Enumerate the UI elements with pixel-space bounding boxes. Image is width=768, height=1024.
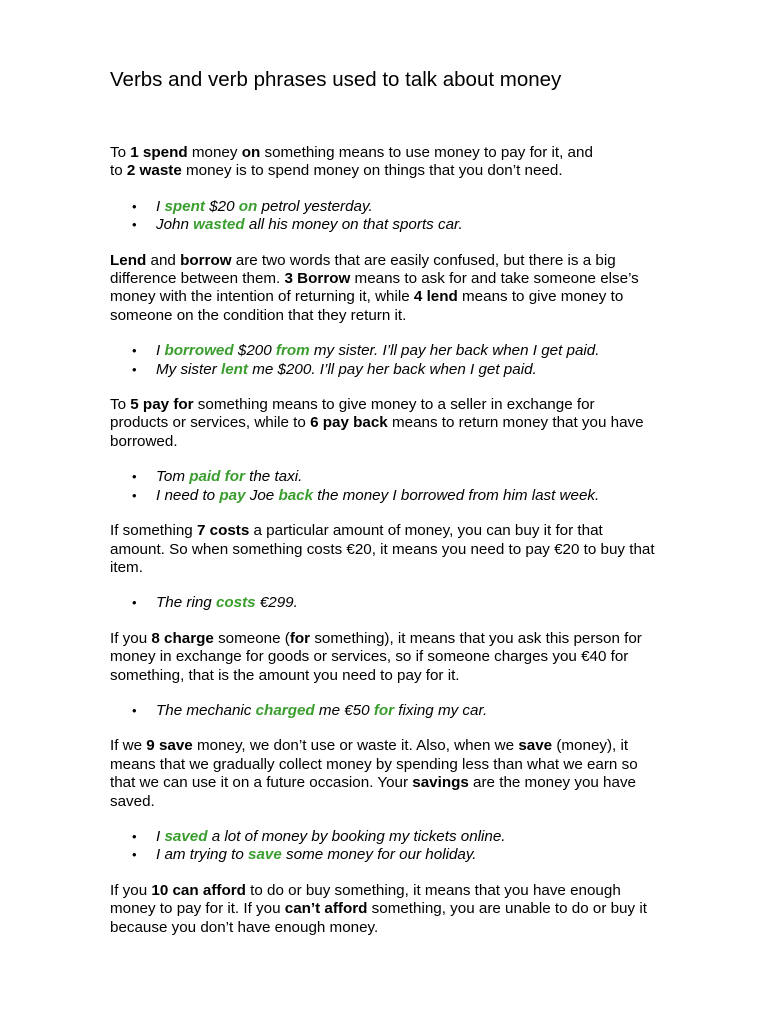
text-run: a lot of money by booking my tickets online. [207, 827, 506, 845]
text-run: are two words that are easily confused, but there is a big [231, 251, 616, 269]
text-run: amount. So when something costs €20, it means you need to pay €20 to buy that [110, 540, 655, 558]
paragraph [110, 396, 730, 451]
text-run: means to ask for and take someone else’s [350, 270, 639, 288]
highlighted-verb: from [275, 342, 310, 360]
text-run: If you [110, 629, 152, 647]
text-run: borrowed. [110, 432, 178, 450]
bold-term: 10 can afford [151, 881, 246, 899]
text-run: $200 [233, 342, 276, 360]
bold-term: on [241, 144, 261, 161]
paragraph [110, 252, 730, 326]
example-list [110, 198, 730, 235]
example-list [110, 702, 730, 720]
example-list [110, 828, 730, 865]
text-run: something, that is the amount you need to pay for it. [110, 666, 460, 684]
text-run: that we can use it on a future occasion. Your [110, 774, 413, 792]
highlighted-verb: saved [164, 827, 208, 845]
example-item [110, 216, 730, 234]
text-run: products or services, while to [110, 414, 311, 432]
text-run: money [187, 144, 242, 161]
bullet-icon: • [132, 343, 137, 359]
text-run: petrol yesterday. [257, 197, 373, 215]
bold-term: 4 lend [413, 288, 458, 306]
example-item [110, 846, 730, 864]
bold-term: save [518, 737, 553, 755]
text-run: all his money on that sports car. [244, 216, 463, 234]
text-run: To [110, 144, 131, 161]
text-run: someone on the condition that they return it. [110, 306, 407, 324]
text-run: because you don’t have enough money. [110, 918, 379, 936]
text-run: money in exchange for goods or services, so if someone charges you €40 for [110, 648, 629, 666]
bold-term: borrow [180, 251, 232, 269]
text-run: the money I borrowed from him last week. [313, 486, 600, 504]
text-run: I am trying to [156, 846, 249, 864]
highlighted-verb: save [248, 846, 282, 864]
text-run: me €50 [314, 701, 374, 719]
text-run: some money for our holiday. [281, 846, 477, 864]
bullet-icon: • [132, 828, 137, 844]
bold-term: 6 pay back [310, 414, 388, 432]
bold-term: Lend [110, 251, 147, 269]
paragraph [110, 144, 730, 181]
bullet-icon: • [132, 469, 137, 485]
bullet-icon: • [132, 847, 137, 863]
text-run: something), it means that you ask this person for [310, 629, 642, 647]
bullet-icon: • [132, 217, 137, 233]
highlighted-verb: borrowed [164, 342, 234, 360]
bullet-icon: • [132, 361, 137, 377]
text-run: I [156, 342, 165, 360]
example-item [110, 828, 730, 846]
text-run: I [156, 197, 165, 215]
text-run: the taxi. [244, 468, 303, 486]
paragraph [110, 630, 730, 685]
example-item [110, 342, 730, 360]
paragraph [110, 882, 730, 937]
bullet-icon: • [132, 595, 137, 611]
bold-term: 9 save [146, 737, 193, 755]
example-item [110, 594, 730, 612]
text-run: money with the intention of returning it, while [110, 288, 414, 306]
document-body [110, 144, 730, 954]
bold-term: for [289, 629, 311, 647]
example-item [110, 198, 730, 216]
highlighted-verb: back [278, 486, 314, 504]
text-run: John [156, 216, 194, 234]
text-run: means to give money to [457, 288, 624, 306]
highlighted-verb: pay [219, 486, 246, 504]
text-run: a particular amount of money, you can buy it for that [249, 522, 603, 540]
bold-term: 3 Borrow [284, 270, 351, 288]
example-item [110, 468, 730, 486]
highlighted-verb: spent [164, 197, 205, 215]
text-run: something means to give money to a seller in exchange for [193, 396, 595, 414]
paragraph [110, 522, 730, 577]
text-run: fixing my car. [394, 701, 488, 719]
text-run: To [110, 396, 131, 414]
text-run: saved. [110, 792, 155, 810]
text-run: €299. [255, 594, 298, 612]
text-run: me $200. I’ll pay her back when I get paid. [248, 360, 537, 378]
bold-term: 5 pay for [130, 396, 194, 414]
bold-term: can’t afford [284, 900, 368, 918]
bullet-icon: • [132, 487, 137, 503]
bold-term: 2 waste [126, 162, 182, 180]
text-run: $20 [204, 197, 239, 215]
text-run: If we [110, 737, 147, 755]
highlighted-verb: wasted [193, 216, 245, 234]
text-run: The mechanic [156, 701, 256, 719]
text-run: If something [110, 522, 197, 540]
text-run: someone ( [213, 629, 290, 647]
highlighted-verb: lent [220, 360, 248, 378]
text-run: The ring [156, 594, 216, 612]
highlighted-verb: on [238, 197, 258, 215]
text-run: money is to spend money on things that you don’t need. [181, 162, 563, 180]
bold-term: 8 charge [151, 629, 214, 647]
text-run: means to return money that you have [387, 414, 644, 432]
text-run: something, you are unable to do or buy it [367, 900, 647, 918]
text-run: something means to use money to pay for it, and [260, 144, 593, 161]
text-run: difference between them. [110, 270, 285, 288]
example-list [110, 468, 730, 505]
text-run: my sister. I’ll pay her back when I get paid. [309, 342, 600, 360]
text-run: money to pay for it. If you [110, 900, 285, 918]
example-list [110, 342, 730, 379]
bold-term: savings [412, 774, 469, 792]
bullet-icon: • [132, 702, 137, 718]
page-title: Verbs and verb phrases used to talk about money [110, 68, 562, 91]
example-item [110, 361, 730, 379]
text-run: money, we don’t use or waste it. Also, when we [192, 737, 519, 755]
text-run: are the money you have [468, 774, 636, 792]
text-run: (money), it [552, 737, 629, 755]
text-run: Tom [156, 468, 190, 486]
text-run: item. [110, 558, 143, 576]
highlighted-verb: charged [255, 701, 315, 719]
text-run: If you [110, 881, 152, 899]
text-run: to do or buy something, it means that you have enough [245, 881, 621, 899]
text-run: and [146, 251, 181, 269]
bold-term: 7 costs [196, 522, 250, 540]
example-list [110, 594, 730, 612]
text-run: Joe [245, 486, 279, 504]
text-run: My sister [156, 360, 221, 378]
text-run: I [156, 827, 165, 845]
text-run: means that we gradually collect money by spending less than what we earn so [110, 755, 638, 773]
example-item [110, 702, 730, 720]
text-run: to [110, 162, 127, 180]
bullet-icon: • [132, 198, 137, 214]
bold-term: 1 spend [130, 144, 188, 161]
example-item [110, 487, 730, 505]
text-run: I need to [156, 486, 220, 504]
paragraph [110, 737, 730, 811]
highlighted-verb: paid for [189, 468, 245, 486]
highlighted-verb: costs [215, 594, 256, 612]
highlighted-verb: for [373, 701, 395, 719]
